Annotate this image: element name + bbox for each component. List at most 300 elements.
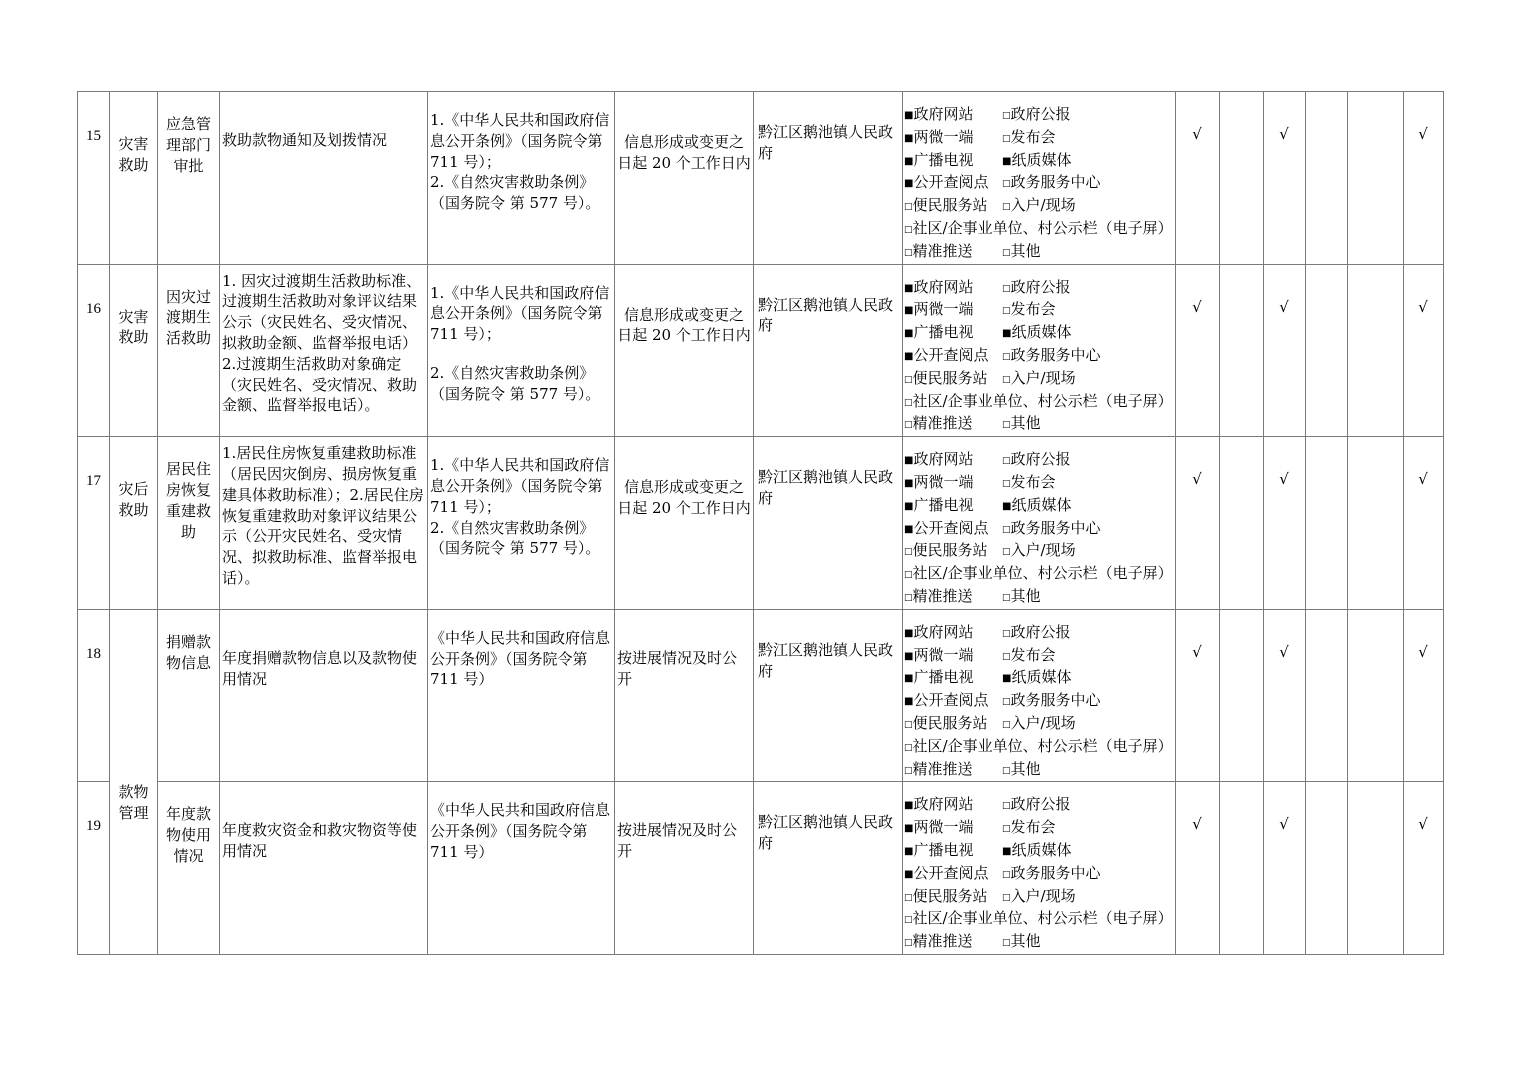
channel-line bbox=[904, 518, 1173, 541]
check-cell bbox=[1219, 609, 1263, 782]
unchecked-box-icon: □ bbox=[1002, 133, 1011, 144]
channel-option bbox=[1002, 450, 1071, 468]
channel-line bbox=[904, 622, 1173, 645]
unchecked-box-icon: □ bbox=[1002, 351, 1011, 362]
timing-cell: 按进展情况及时公开 bbox=[615, 782, 754, 955]
channel-label: 社区/企事业单位、村公示栏（电子屏） bbox=[912, 218, 1173, 237]
unchecked-box-icon: □ bbox=[904, 938, 913, 949]
unchecked-box-icon: □ bbox=[904, 374, 913, 385]
channel-label: 政务服务中心 bbox=[1010, 518, 1101, 537]
channel-option bbox=[904, 564, 1173, 582]
channel-label: 政府网站 bbox=[913, 450, 974, 469]
channel-label: 便民服务站 bbox=[912, 886, 988, 905]
check-cell bbox=[1305, 92, 1347, 265]
channel-line bbox=[904, 472, 1173, 495]
channel-line bbox=[904, 345, 1173, 368]
check-cell bbox=[1347, 437, 1403, 610]
channel-option bbox=[904, 863, 1002, 886]
unchecked-box-icon: □ bbox=[1002, 420, 1011, 431]
channel-line bbox=[904, 586, 1173, 609]
checked-box-icon: ■ bbox=[904, 500, 914, 512]
checked-box-icon: ■ bbox=[1002, 500, 1012, 512]
category-cell: 款物管理 bbox=[110, 609, 158, 954]
subject-cell: 黔江区鹅池镇人民政府 bbox=[754, 782, 903, 955]
basis-cell bbox=[428, 437, 615, 610]
channel-label: 社区/企事业单位、村公示栏（电子屏） bbox=[912, 736, 1173, 755]
channel-option bbox=[904, 413, 1002, 436]
checked-box-icon: ■ bbox=[904, 350, 914, 362]
channel-label: 政府网站 bbox=[913, 277, 974, 296]
channel-label: 政府网站 bbox=[913, 622, 974, 641]
subject-cell: 黔江区鹅池镇人民政府 bbox=[754, 609, 903, 782]
checked-box-icon: ■ bbox=[904, 282, 914, 294]
unchecked-box-icon: □ bbox=[1002, 547, 1011, 558]
channel-label: 政务服务中心 bbox=[1010, 345, 1101, 364]
basis-cell bbox=[428, 782, 615, 955]
unchecked-box-icon: □ bbox=[1002, 456, 1011, 467]
table-row bbox=[78, 609, 1444, 782]
row-number: 18 bbox=[78, 609, 110, 782]
channel-line bbox=[904, 322, 1173, 345]
channel-option bbox=[904, 645, 1002, 668]
basis-item: 2.《自然灾害救助条例》（国务院令 第 577 号）。 bbox=[430, 518, 601, 558]
channel-line bbox=[904, 690, 1173, 713]
subcategory-cell: 居民住房恢复重建救助 bbox=[158, 437, 220, 610]
checked-box-icon: ■ bbox=[904, 155, 914, 167]
check-cell: √ bbox=[1403, 264, 1443, 437]
channel-line bbox=[904, 736, 1173, 759]
check-cell bbox=[1347, 264, 1403, 437]
channels-cell bbox=[903, 782, 1176, 955]
checked-box-icon: ■ bbox=[904, 627, 914, 639]
channel-option bbox=[1002, 173, 1101, 191]
channel-option bbox=[1002, 196, 1076, 214]
channel-label: 发布会 bbox=[1010, 645, 1056, 664]
table-row bbox=[78, 437, 1444, 610]
channel-label: 精准推送 bbox=[912, 759, 973, 778]
unchecked-box-icon: □ bbox=[904, 892, 913, 903]
check-cell: √ bbox=[1175, 264, 1219, 437]
channel-option bbox=[904, 392, 1173, 410]
channel-label: 政务服务中心 bbox=[1010, 863, 1101, 882]
checked-box-icon: ■ bbox=[904, 477, 914, 489]
channel-option bbox=[904, 909, 1173, 927]
channel-line bbox=[904, 195, 1173, 218]
basis-item: 2.《自然灾害救助条例》（国务院令 第 577 号）。 bbox=[430, 173, 601, 213]
channel-line bbox=[904, 495, 1173, 518]
channels-cell bbox=[903, 437, 1176, 610]
subcategory-cell: 因灾过渡期生活救助 bbox=[158, 264, 220, 437]
unchecked-box-icon: □ bbox=[1002, 938, 1011, 949]
channel-line bbox=[904, 218, 1173, 241]
channel-label: 公开查阅点 bbox=[913, 518, 989, 537]
unchecked-box-icon: □ bbox=[1002, 247, 1011, 258]
channel-label: 公开查阅点 bbox=[913, 691, 989, 710]
row-number: 19 bbox=[78, 782, 110, 955]
channel-label: 广播电视 bbox=[913, 323, 974, 342]
channel-option bbox=[1002, 646, 1056, 664]
check-cell bbox=[1347, 92, 1403, 265]
checked-box-icon: ■ bbox=[904, 110, 914, 121]
channel-label: 精准推送 bbox=[912, 932, 973, 951]
channel-label: 纸质媒体 bbox=[1011, 150, 1072, 169]
channel-label: 便民服务站 bbox=[912, 541, 988, 560]
channel-line bbox=[904, 127, 1173, 150]
channel-label: 政府公报 bbox=[1010, 105, 1071, 123]
unchecked-box-icon: □ bbox=[1002, 478, 1011, 489]
timing-cell: 信息形成或变更之日起 20 个工作日内 bbox=[615, 437, 754, 610]
channel-option bbox=[904, 127, 1002, 150]
channel-label: 纸质媒体 bbox=[1011, 495, 1072, 514]
checked-box-icon: ■ bbox=[904, 305, 914, 317]
channel-option bbox=[904, 817, 1002, 840]
checked-box-icon: ■ bbox=[904, 523, 914, 535]
channel-option bbox=[1002, 414, 1041, 432]
unchecked-box-icon: □ bbox=[904, 202, 913, 213]
checked-box-icon: ■ bbox=[904, 800, 914, 812]
channel-label: 广播电视 bbox=[913, 840, 974, 859]
channel-option bbox=[904, 737, 1173, 755]
channel-label: 其他 bbox=[1010, 759, 1041, 778]
channel-option bbox=[1002, 887, 1076, 905]
channel-line bbox=[904, 908, 1173, 931]
channel-option bbox=[904, 759, 1002, 782]
subject-cell: 黔江区鹅池镇人民政府 bbox=[754, 92, 903, 265]
channel-line bbox=[904, 391, 1173, 414]
check-cell: √ bbox=[1175, 782, 1219, 955]
channel-option bbox=[1002, 841, 1071, 859]
channel-option bbox=[904, 886, 1002, 909]
basis-cell bbox=[428, 609, 615, 782]
channel-label: 精准推送 bbox=[912, 586, 973, 605]
checked-box-icon: ■ bbox=[904, 845, 914, 857]
channel-option bbox=[1002, 151, 1071, 169]
content-cell: 年度救灾资金和救灾物资等使用情况 bbox=[220, 782, 428, 955]
channel-option bbox=[904, 150, 1002, 173]
channel-option bbox=[904, 667, 1002, 690]
timing-cell: 信息形成或变更之日起 20 个工作日内 bbox=[615, 92, 754, 265]
basis-item: 《中华人民共和国政府信息公开条例》（国务院令第 711 号） bbox=[430, 628, 611, 689]
channel-label: 广播电视 bbox=[913, 150, 974, 169]
channel-label: 政府公报 bbox=[1010, 622, 1071, 641]
unchecked-box-icon: □ bbox=[904, 915, 913, 926]
channel-option bbox=[904, 518, 1002, 541]
channel-label: 精准推送 bbox=[912, 241, 973, 260]
channel-line bbox=[904, 449, 1173, 472]
unchecked-box-icon: □ bbox=[1002, 628, 1011, 639]
channel-label: 入户/现场 bbox=[1010, 886, 1076, 905]
channel-line bbox=[904, 277, 1173, 300]
check-cell: √ bbox=[1263, 92, 1305, 265]
channel-label: 两微一端 bbox=[913, 472, 974, 491]
channel-option bbox=[1002, 795, 1071, 813]
channel-option bbox=[1002, 346, 1101, 364]
channel-option bbox=[1002, 242, 1041, 260]
channel-line bbox=[904, 413, 1173, 436]
unchecked-box-icon: □ bbox=[1002, 765, 1011, 776]
channel-line bbox=[904, 368, 1173, 391]
check-cell: √ bbox=[1263, 609, 1305, 782]
check-cell: √ bbox=[1403, 92, 1443, 265]
unchecked-box-icon: □ bbox=[904, 719, 913, 730]
channel-option bbox=[1002, 496, 1071, 514]
unchecked-box-icon: □ bbox=[1002, 111, 1011, 121]
checked-box-icon: ■ bbox=[904, 650, 914, 662]
channel-label: 公开查阅点 bbox=[913, 345, 989, 364]
checked-box-icon: ■ bbox=[904, 178, 914, 190]
check-cell bbox=[1219, 437, 1263, 610]
unchecked-box-icon: □ bbox=[1002, 179, 1011, 190]
check-cell: √ bbox=[1403, 437, 1443, 610]
checked-box-icon: ■ bbox=[1002, 845, 1012, 857]
channel-label: 政府网站 bbox=[913, 105, 974, 123]
unchecked-box-icon: □ bbox=[1002, 524, 1011, 535]
unchecked-box-icon: □ bbox=[904, 247, 913, 258]
unchecked-box-icon: □ bbox=[1002, 202, 1011, 213]
channel-label: 政务服务中心 bbox=[1010, 691, 1101, 710]
channel-label: 政府公报 bbox=[1010, 795, 1071, 814]
channel-label: 公开查阅点 bbox=[913, 863, 989, 882]
unchecked-box-icon: □ bbox=[904, 742, 913, 753]
subject-cell: 黔江区鹅池镇人民政府 bbox=[754, 264, 903, 437]
channel-option bbox=[904, 472, 1002, 495]
channel-option bbox=[1002, 623, 1071, 641]
row-number: 17 bbox=[78, 437, 110, 610]
channel-label: 入户/现场 bbox=[1010, 196, 1076, 215]
channel-option bbox=[904, 622, 1002, 645]
basis-item: 1.《中华人民共和国政府信息公开条例》（国务院令第 711 号）； bbox=[430, 456, 610, 516]
channel-option bbox=[1002, 691, 1101, 709]
channel-option bbox=[1002, 760, 1041, 778]
channel-option bbox=[904, 495, 1002, 518]
unchecked-box-icon: □ bbox=[1002, 869, 1011, 880]
channel-label: 其他 bbox=[1010, 241, 1041, 260]
channel-label: 社区/企事业单位、村公示栏（电子屏） bbox=[912, 391, 1173, 410]
row-number: 16 bbox=[78, 264, 110, 437]
channel-label: 政务服务中心 bbox=[1010, 173, 1101, 192]
channel-line bbox=[904, 241, 1173, 264]
channel-option bbox=[904, 586, 1002, 609]
content-cell: 年度捐赠款物信息以及款物使用情况 bbox=[220, 609, 428, 782]
channel-label: 发布会 bbox=[1010, 127, 1056, 146]
channel-label: 政府网站 bbox=[913, 795, 974, 814]
check-cell bbox=[1305, 782, 1347, 955]
basis-cell bbox=[428, 92, 615, 265]
unchecked-box-icon: □ bbox=[904, 547, 913, 558]
checked-box-icon: ■ bbox=[904, 328, 914, 340]
unchecked-box-icon: □ bbox=[904, 592, 913, 603]
check-cell: √ bbox=[1263, 437, 1305, 610]
channel-option bbox=[1002, 300, 1056, 318]
channel-label: 其他 bbox=[1010, 932, 1041, 951]
channels-cell bbox=[903, 92, 1176, 265]
checked-box-icon: ■ bbox=[904, 455, 914, 467]
unchecked-box-icon: □ bbox=[1002, 697, 1011, 708]
unchecked-box-icon: □ bbox=[1002, 651, 1011, 662]
channel-option bbox=[904, 277, 1002, 300]
subcategory-cell: 捐赠款物信息 bbox=[158, 609, 220, 782]
unchecked-box-icon: □ bbox=[1002, 892, 1011, 903]
table-row bbox=[78, 92, 1444, 265]
unchecked-box-icon: □ bbox=[1002, 374, 1011, 385]
channel-line bbox=[904, 563, 1173, 586]
unchecked-box-icon: □ bbox=[1002, 306, 1011, 317]
checked-box-icon: ■ bbox=[1002, 155, 1012, 167]
channel-label: 入户/现场 bbox=[1010, 368, 1076, 387]
channel-label: 纸质媒体 bbox=[1011, 840, 1072, 859]
channel-option bbox=[904, 840, 1002, 863]
check-cell bbox=[1219, 782, 1263, 955]
channel-label: 纸质媒体 bbox=[1011, 668, 1072, 687]
channel-label: 广播电视 bbox=[913, 495, 974, 514]
channel-label: 便民服务站 bbox=[912, 368, 988, 387]
unchecked-box-icon: □ bbox=[904, 765, 913, 776]
check-cell: √ bbox=[1175, 437, 1219, 610]
channel-line bbox=[904, 150, 1173, 173]
check-cell: √ bbox=[1403, 609, 1443, 782]
channel-option bbox=[904, 794, 1002, 817]
row-number: 15 bbox=[78, 92, 110, 265]
channel-label: 其他 bbox=[1010, 586, 1041, 605]
channel-label: 发布会 bbox=[1010, 818, 1056, 837]
disclosure-table bbox=[77, 91, 1444, 955]
channel-option bbox=[904, 241, 1002, 264]
unchecked-box-icon: □ bbox=[1002, 719, 1011, 730]
channel-option bbox=[904, 195, 1002, 218]
channel-option bbox=[1002, 714, 1076, 732]
channel-line bbox=[904, 104, 1173, 127]
channel-option bbox=[1002, 932, 1041, 950]
channel-line bbox=[904, 886, 1173, 909]
channel-line bbox=[904, 840, 1173, 863]
channel-label: 入户/现场 bbox=[1010, 713, 1076, 732]
channel-label: 公开查阅点 bbox=[913, 173, 989, 192]
unchecked-box-icon: □ bbox=[1002, 801, 1011, 812]
channel-label: 两微一端 bbox=[913, 300, 974, 319]
basis-cell bbox=[428, 264, 615, 437]
channel-line bbox=[904, 667, 1173, 690]
checked-box-icon: ■ bbox=[904, 673, 914, 685]
channel-option bbox=[1002, 587, 1041, 605]
unchecked-box-icon: □ bbox=[904, 397, 913, 408]
channel-option bbox=[904, 219, 1173, 237]
unchecked-box-icon: □ bbox=[1002, 824, 1011, 835]
unchecked-box-icon: □ bbox=[904, 420, 913, 431]
channel-option bbox=[1002, 105, 1071, 123]
unchecked-box-icon: □ bbox=[904, 224, 913, 235]
channel-label: 政府公报 bbox=[1010, 450, 1071, 469]
basis-item: 1.《中华人民共和国政府信息公开条例》（国务院令第 711 号）； bbox=[430, 111, 610, 171]
checked-box-icon: ■ bbox=[904, 132, 914, 144]
category-cell: 灾害救助 bbox=[110, 264, 158, 437]
channel-label: 便民服务站 bbox=[912, 196, 988, 215]
check-cell bbox=[1347, 609, 1403, 782]
category-cell: 灾后救助 bbox=[110, 437, 158, 610]
check-cell: √ bbox=[1263, 782, 1305, 955]
check-cell: √ bbox=[1175, 609, 1219, 782]
channel-option bbox=[1002, 128, 1056, 146]
channel-line bbox=[904, 172, 1173, 195]
checked-box-icon: ■ bbox=[1002, 328, 1012, 340]
channel-option bbox=[904, 299, 1002, 322]
basis-item: 《中华人民共和国政府信息公开条例》（国务院令第 711 号） bbox=[430, 801, 611, 861]
channel-option bbox=[1002, 541, 1076, 559]
channel-line bbox=[904, 863, 1173, 886]
channel-label: 便民服务站 bbox=[912, 713, 988, 732]
channel-line bbox=[904, 299, 1173, 322]
subcategory-cell: 应急管理部门审批 bbox=[158, 92, 220, 265]
channel-label: 社区/企事业单位、村公示栏（电子屏） bbox=[912, 909, 1173, 928]
check-cell bbox=[1219, 264, 1263, 437]
channels-cell bbox=[903, 264, 1176, 437]
channel-option bbox=[904, 104, 1002, 127]
channel-option bbox=[1002, 473, 1056, 491]
channel-label: 两微一端 bbox=[913, 645, 974, 664]
timing-cell: 按进展情况及时公开 bbox=[615, 609, 754, 782]
channel-label: 广播电视 bbox=[913, 668, 974, 687]
check-cell: √ bbox=[1403, 782, 1443, 955]
checked-box-icon: ■ bbox=[904, 823, 914, 835]
channel-label: 入户/现场 bbox=[1010, 541, 1076, 560]
channel-label: 两微一端 bbox=[913, 127, 974, 146]
channel-option bbox=[904, 172, 1002, 195]
basis-item: 2.《自然灾害救助条例》（国务院令 第 577 号）。 bbox=[430, 363, 601, 403]
checked-box-icon: ■ bbox=[904, 868, 914, 880]
unchecked-box-icon: □ bbox=[1002, 283, 1011, 294]
check-cell: √ bbox=[1175, 92, 1219, 265]
channel-option bbox=[1002, 818, 1056, 836]
channel-label: 发布会 bbox=[1010, 472, 1056, 491]
channel-option bbox=[904, 345, 1002, 368]
channel-option bbox=[904, 322, 1002, 345]
channel-line bbox=[904, 759, 1173, 782]
content-cell: 1.居民住房恢复重建救助标准（居民因灾倒房、损房恢复重建具体救助标准）；2.居民住房恢复重建救助对象评议结果公示（公开灾民姓名、受灾情况、拟救助标准、监督举报电话）。 bbox=[220, 437, 428, 610]
channel-line bbox=[904, 817, 1173, 840]
channel-option bbox=[1002, 369, 1076, 387]
subcategory-cell: 年度款物使用情况 bbox=[158, 782, 220, 955]
channel-label: 精准推送 bbox=[912, 414, 973, 433]
channel-option bbox=[904, 449, 1002, 472]
checked-box-icon: ■ bbox=[904, 696, 914, 708]
content-cell: 救助款物通知及划拨情况 bbox=[220, 92, 428, 265]
content-cell: 1. 因灾过渡期生活救助标准、过渡期生活救助对象评议结果公示（灾民姓名、受灾情况、拟救助金额、监督举报电话）2.过渡期生活救助对象确定（灾民姓名、受灾情况、救助金额、监督举报电话）。 bbox=[220, 264, 428, 437]
table-row bbox=[78, 782, 1444, 955]
channel-line bbox=[904, 645, 1173, 668]
check-cell bbox=[1219, 92, 1263, 265]
channels-cell bbox=[903, 609, 1176, 782]
unchecked-box-icon: □ bbox=[1002, 592, 1011, 603]
channel-line bbox=[904, 794, 1173, 817]
check-cell: √ bbox=[1263, 264, 1305, 437]
channel-option bbox=[1002, 864, 1101, 882]
table-row bbox=[78, 264, 1444, 437]
check-cell bbox=[1305, 437, 1347, 610]
channel-option bbox=[1002, 519, 1101, 537]
timing-cell: 信息形成或变更之日起 20 个工作日内 bbox=[615, 264, 754, 437]
channel-option bbox=[904, 368, 1002, 391]
check-cell bbox=[1305, 609, 1347, 782]
channel-label: 社区/企事业单位、村公示栏（电子屏） bbox=[912, 564, 1173, 583]
subject-cell: 黔江区鹅池镇人民政府 bbox=[754, 437, 903, 610]
channel-option bbox=[904, 931, 1002, 954]
basis-item: 1.《中华人民共和国政府信息公开条例》（国务院令第 711 号）； bbox=[430, 283, 610, 344]
channel-option bbox=[904, 540, 1002, 563]
unchecked-box-icon: □ bbox=[904, 570, 913, 581]
channel-option bbox=[904, 690, 1002, 713]
category-cell: 灾害救助 bbox=[110, 92, 158, 265]
channel-label: 两微一端 bbox=[913, 818, 974, 837]
channel-option bbox=[1002, 323, 1071, 341]
